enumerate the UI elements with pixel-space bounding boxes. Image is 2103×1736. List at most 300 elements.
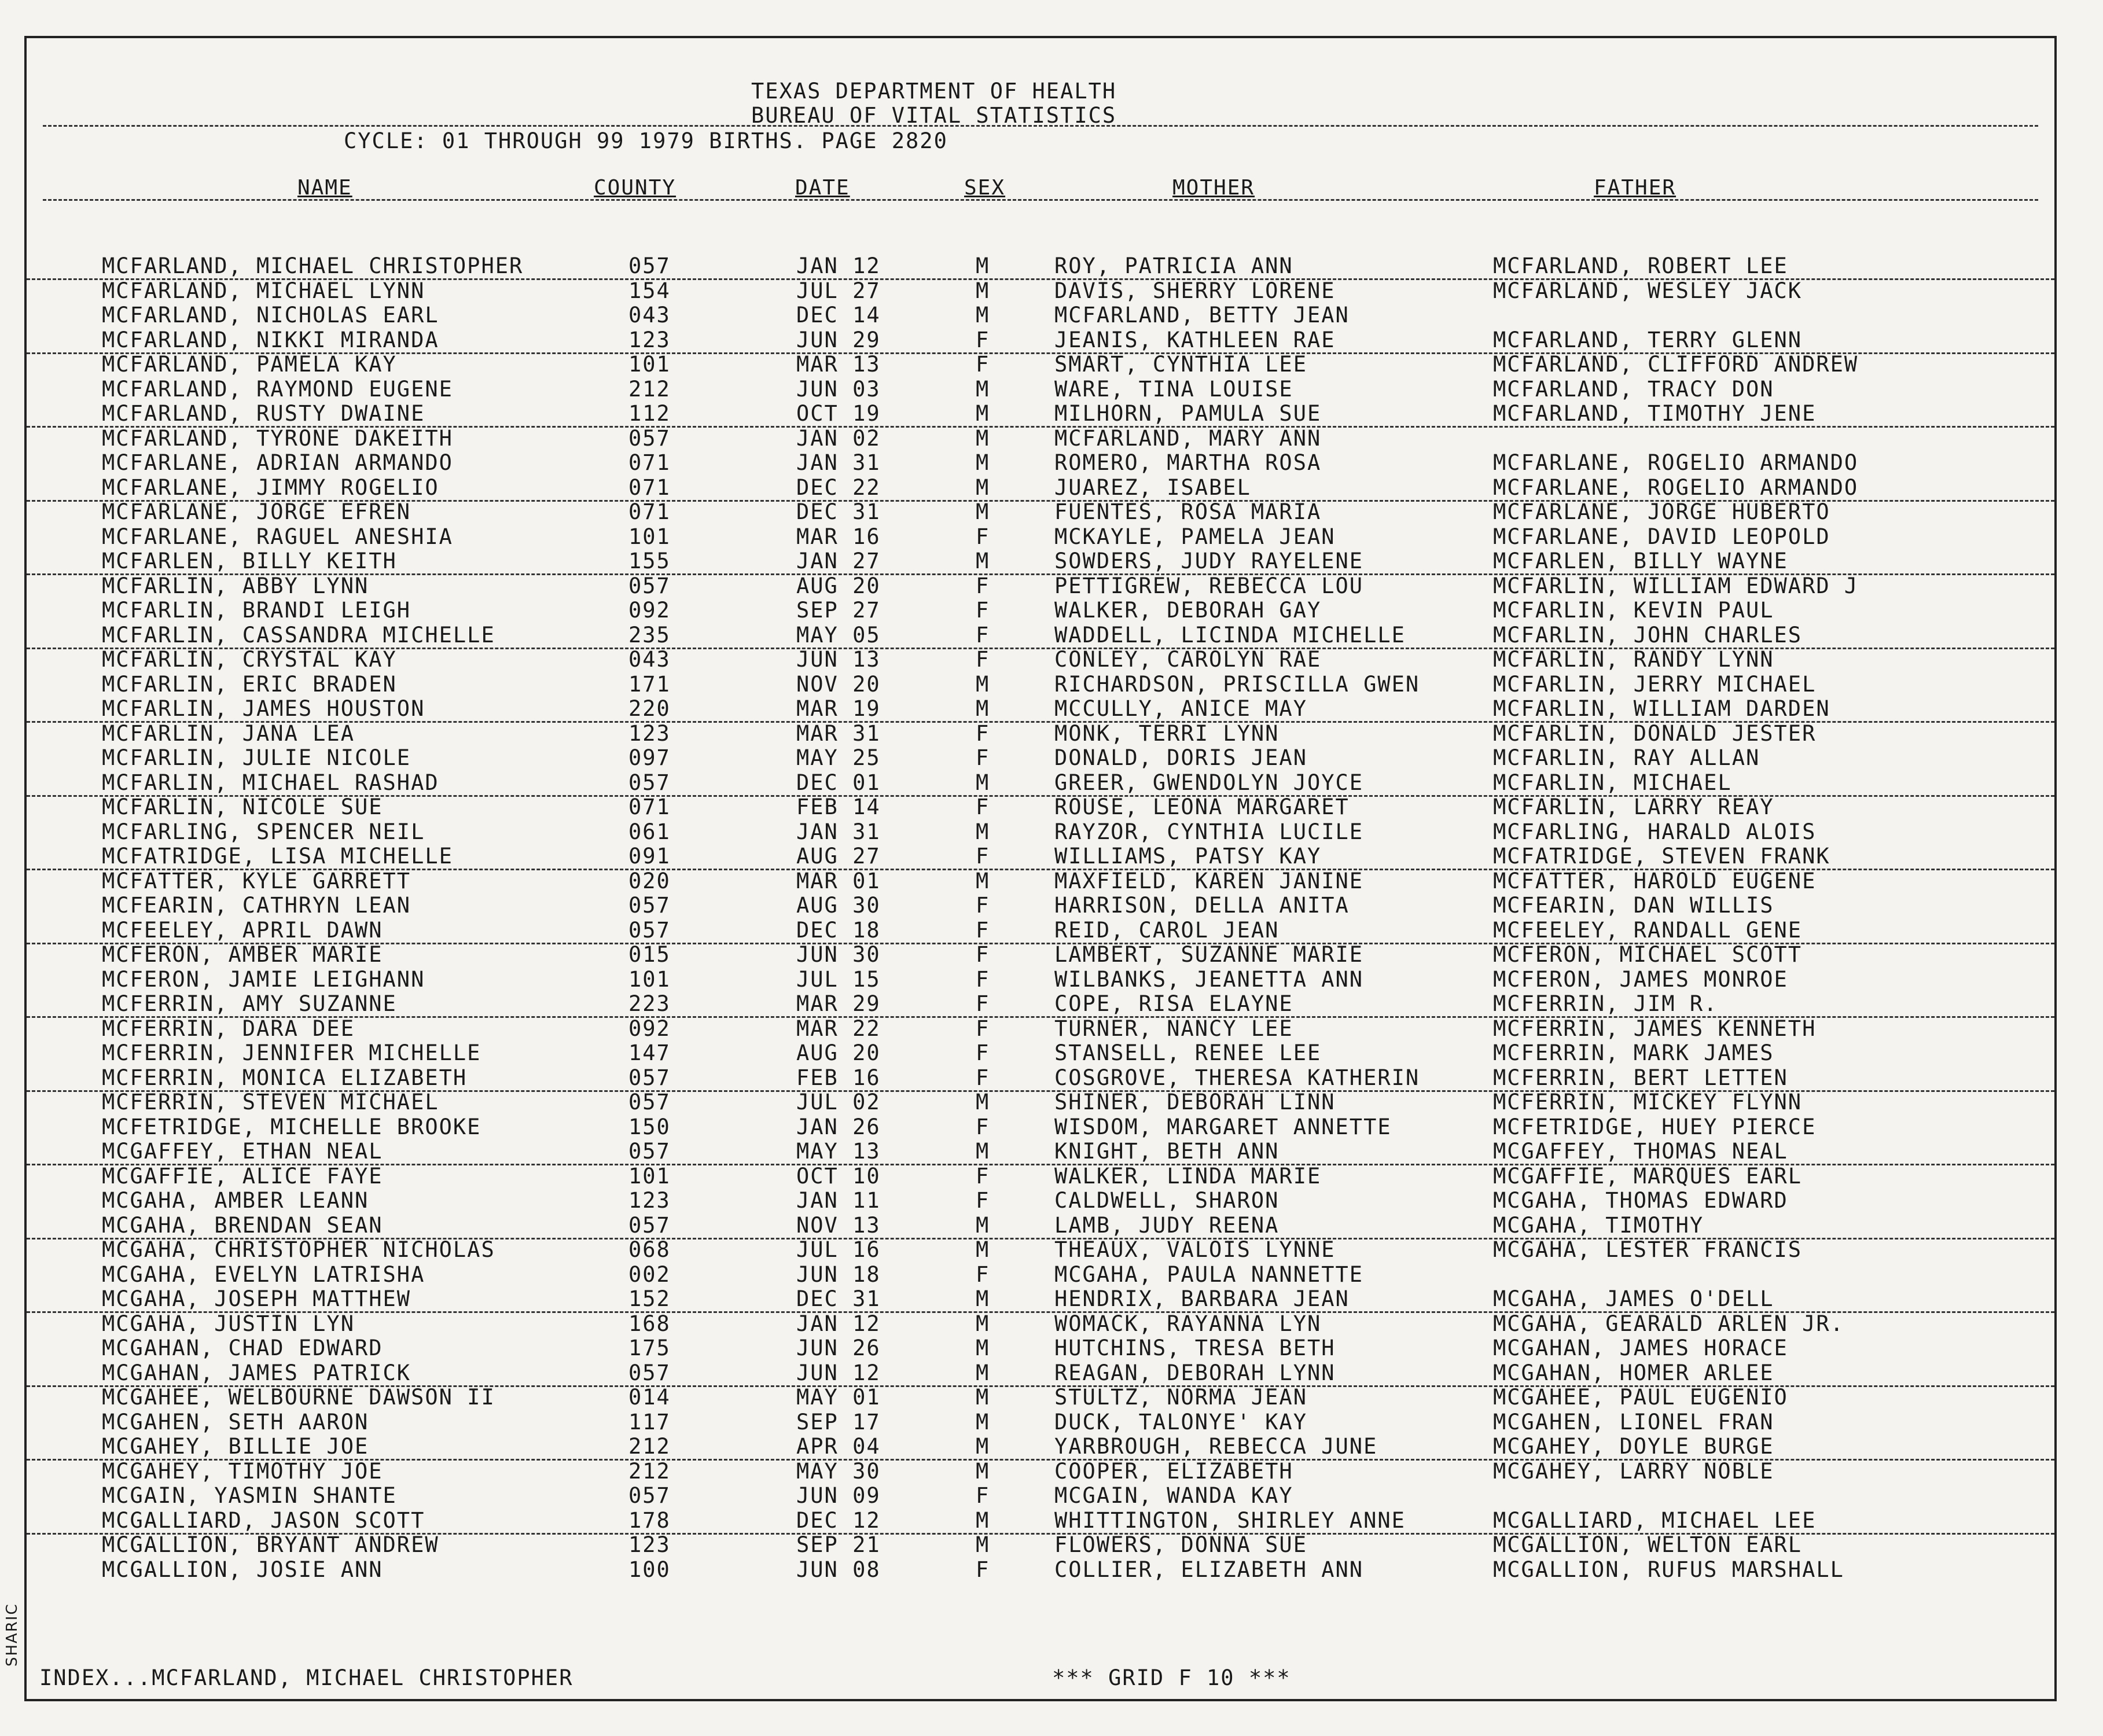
record-row xyxy=(27,697,2054,723)
record-mother: MAXFIELD, KAREN JANINE xyxy=(1054,868,1364,893)
record-county: 150 xyxy=(628,1114,671,1139)
record-mother: COPE, RISA ELAYNE xyxy=(1054,991,1293,1016)
record-sex: F xyxy=(976,622,990,648)
record-county: 235 xyxy=(628,622,671,648)
record-date: JUL 15 xyxy=(796,966,881,992)
record-row xyxy=(27,722,2054,746)
record-father: MCFERRIN, BERT LETTEN xyxy=(1493,1065,1788,1090)
record-sex: M xyxy=(976,819,990,844)
record-name: MCFARLIN, ERIC BRADEN xyxy=(102,671,397,697)
record-date: JUN 12 xyxy=(796,1360,881,1385)
record-father: MCFARLIN, RAY ALLAN xyxy=(1493,745,1760,770)
record-mother: MCCULLY, ANICE MAY xyxy=(1054,696,1307,721)
record-mother: ROY, PATRICIA ANN xyxy=(1054,253,1293,278)
record-date: JAN 31 xyxy=(796,450,881,475)
record-county: 057 xyxy=(628,573,671,598)
record-father: MCFARLEN, BILLY WAYNE xyxy=(1493,549,1788,573)
record-county: 071 xyxy=(628,450,671,475)
record-name: MCGALLION, BRYANT ANDREW xyxy=(102,1532,439,1557)
record-sex: M xyxy=(976,450,990,475)
record-sex: F xyxy=(976,524,990,549)
record-sex: M xyxy=(976,1212,990,1238)
record-row xyxy=(27,574,2054,598)
record-county: 015 xyxy=(628,942,671,967)
record-father: MCFEELEY, RANDALL GENE xyxy=(1493,917,1803,943)
record-row xyxy=(27,549,2054,575)
record-sex: F xyxy=(976,1065,990,1090)
record-father: MCGALLION, RUFUS MARSHALL xyxy=(1493,1557,1844,1582)
record-row xyxy=(27,1336,2054,1360)
record-sex: F xyxy=(976,1261,990,1287)
record-sex: M xyxy=(976,303,990,328)
record-mother: WALKER, DEBORAH GAY xyxy=(1054,598,1322,623)
record-county: 123 xyxy=(628,720,671,746)
record-row xyxy=(27,1041,2054,1065)
record-name: MCFEARIN, CATHRYN LEAN xyxy=(102,893,411,918)
record-county: 071 xyxy=(628,475,671,500)
column-header-county: COUNTY xyxy=(594,176,677,200)
record-sex: M xyxy=(976,425,990,451)
record-father: MCFATRIDGE, STEVEN FRANK xyxy=(1493,844,1830,869)
record-name: MCGAHA, JOSEPH MATTHEW xyxy=(102,1286,411,1311)
record-row xyxy=(27,476,2054,502)
record-date: JUN 26 xyxy=(796,1336,881,1360)
record-row xyxy=(27,1066,2054,1092)
record-mother: ROMERO, MARTHA ROSA xyxy=(1054,450,1322,475)
record-name: MCFARLIN, JANA LEA xyxy=(102,720,355,746)
record-sex: F xyxy=(976,598,990,623)
record-mother: THEAUX, VALOIS LYNNE xyxy=(1054,1237,1336,1262)
record-sex: M xyxy=(976,696,990,721)
record-date: JUN 30 xyxy=(796,942,881,967)
record-date: MAR 29 xyxy=(796,991,881,1016)
record-date: AUG 30 xyxy=(796,893,881,918)
record-name: MCGAHAN, JAMES PATRICK xyxy=(102,1360,411,1385)
record-row xyxy=(27,623,2054,649)
record-row xyxy=(27,795,2054,819)
record-mother: CALDWELL, SHARON xyxy=(1054,1188,1280,1213)
record-father: MCGAHAN, JAMES HORACE xyxy=(1493,1336,1788,1360)
record-father: MCGAHA, TIMOTHY xyxy=(1493,1212,1704,1238)
record-row xyxy=(27,943,2054,967)
record-sex: F xyxy=(976,647,990,672)
record-date: JUL 16 xyxy=(796,1237,881,1262)
record-father: MCFARLIN, JERRY MICHAEL xyxy=(1493,671,1817,697)
record-date: JUN 03 xyxy=(796,376,881,402)
record-county: 057 xyxy=(628,1212,671,1238)
record-father: MCGALLION, WELTON EARL xyxy=(1493,1532,1803,1557)
record-county: 212 xyxy=(628,376,671,402)
record-row xyxy=(27,352,2054,377)
record-sex: F xyxy=(976,1016,990,1041)
record-county: 178 xyxy=(628,1507,671,1533)
record-row xyxy=(27,1115,2054,1139)
record-date: JUL 02 xyxy=(796,1090,881,1115)
record-father: MCFARLAND, WESLEY JACK xyxy=(1493,278,1803,303)
microfiche-page xyxy=(24,36,2057,1701)
record-county: 057 xyxy=(628,1090,671,1115)
record-row xyxy=(27,1263,2054,1287)
record-father: MCFARLANE, ROGELIO ARMANDO xyxy=(1493,450,1859,475)
record-date: MAR 19 xyxy=(796,696,881,721)
record-name: MCGAFFIE, ALICE FAYE xyxy=(102,1163,383,1189)
record-mother: DONALD, DORIS JEAN xyxy=(1054,745,1307,770)
record-father: MCGAHEN, LIONEL FRAN xyxy=(1493,1409,1774,1435)
record-mother: KNIGHT, BETH ANN xyxy=(1054,1139,1280,1164)
record-county: 071 xyxy=(628,499,671,524)
record-mother: HENDRIX, BARBARA JEAN xyxy=(1054,1286,1350,1311)
record-father: MCFARLAND, TIMOTHY JENE xyxy=(1493,401,1817,426)
record-mother: FLOWERS, DONNA SUE xyxy=(1054,1532,1307,1557)
record-county: 223 xyxy=(628,991,671,1016)
record-father: MCFARLIN, RANDY LYNN xyxy=(1493,647,1774,672)
record-row xyxy=(27,869,2054,893)
record-county: 147 xyxy=(628,1040,671,1065)
record-date: DEC 12 xyxy=(796,1507,881,1533)
record-sex: F xyxy=(976,844,990,869)
record-county: 057 xyxy=(628,1065,671,1090)
record-row xyxy=(27,1484,2054,1508)
record-father: MCFERON, MICHAEL SCOTT xyxy=(1493,942,1803,967)
record-name: MCFERRIN, AMY SUZANNE xyxy=(102,991,397,1016)
record-mother: REID, CAROL JEAN xyxy=(1054,917,1280,943)
column-header-sex: SEX xyxy=(964,176,1006,200)
record-mother: YARBROUGH, REBECCA JUNE xyxy=(1054,1434,1378,1459)
record-name: MCFARLAND, MICHAEL LYNN xyxy=(102,278,425,303)
record-sex: F xyxy=(976,352,990,377)
record-date: JUL 27 xyxy=(796,278,881,303)
record-father: MCFERRIN, MICKEY FLYNN xyxy=(1493,1090,1803,1115)
record-father: MCGAHA, JAMES O'DELL xyxy=(1493,1286,1774,1311)
record-row xyxy=(27,279,2054,303)
record-name: MCGAHA, JUSTIN LYN xyxy=(102,1311,355,1336)
record-county: 061 xyxy=(628,819,671,844)
record-mother: STANSELL, RENEE LEE xyxy=(1054,1040,1322,1065)
record-mother: WILBANKS, JEANETTA ANN xyxy=(1054,966,1364,992)
record-sex: M xyxy=(976,549,990,573)
record-row xyxy=(27,1385,2054,1410)
record-county: 100 xyxy=(628,1557,671,1582)
record-mother: WALKER, LINDA MARIE xyxy=(1054,1163,1322,1189)
record-county: 220 xyxy=(628,696,671,721)
record-county: 002 xyxy=(628,1261,671,1287)
record-date: DEC 14 xyxy=(796,303,881,328)
record-father: MCGAHEY, DOYLE BURGE xyxy=(1493,1434,1774,1459)
record-row xyxy=(27,525,2054,549)
record-mother: RAYZOR, CYNTHIA LUCILE xyxy=(1054,819,1364,844)
record-mother: HUTCHINS, TRESA BETH xyxy=(1054,1336,1336,1360)
record-date: JAN 02 xyxy=(796,425,881,451)
record-father: MCGAHEE, PAUL EUGENIO xyxy=(1493,1385,1788,1410)
record-name: MCFARLANE, JIMMY ROGELIO xyxy=(102,475,439,500)
record-date: JUN 18 xyxy=(796,1261,881,1287)
column-header-father: FATHER xyxy=(1594,176,1676,200)
record-date: MAY 30 xyxy=(796,1458,881,1484)
record-row xyxy=(27,1017,2054,1041)
record-name: MCFARLIN, JAMES HOUSTON xyxy=(102,696,425,721)
record-name: MCFEELEY, APRIL DAWN xyxy=(102,917,383,943)
record-row xyxy=(27,1312,2054,1336)
record-sex: F xyxy=(976,1557,990,1582)
record-county: 101 xyxy=(628,524,671,549)
record-sex: M xyxy=(976,1286,990,1311)
record-name: MCFERRIN, JENNIFER MICHELLE xyxy=(102,1040,481,1065)
record-sex: M xyxy=(976,770,990,795)
record-county: 123 xyxy=(628,327,671,352)
record-mother: MCKAYLE, PAMELA JEAN xyxy=(1054,524,1336,549)
record-row xyxy=(27,1189,2054,1213)
record-date: AUG 27 xyxy=(796,844,881,869)
record-mother: HARRISON, DELLA ANITA xyxy=(1054,893,1350,918)
record-father: MCFERON, JAMES MONROE xyxy=(1493,966,1788,992)
record-date: JUN 09 xyxy=(796,1483,881,1508)
record-name: MCGAHEY, TIMOTHY JOE xyxy=(102,1458,383,1484)
record-date: NOV 20 xyxy=(796,671,881,697)
record-row xyxy=(27,1410,2054,1435)
record-row xyxy=(27,254,2054,280)
record-county: 154 xyxy=(628,278,671,303)
record-sex: M xyxy=(976,671,990,697)
record-father: MCFERRIN, JAMES KENNETH xyxy=(1493,1016,1817,1041)
record-name: MCFARLANE, RAGUEL ANESHIA xyxy=(102,524,453,549)
record-name: MCFATRIDGE, LISA MICHELLE xyxy=(102,844,453,869)
record-mother: DUCK, TALONYE' KAY xyxy=(1054,1409,1307,1435)
record-name: MCGAHA, EVELYN LATRISHA xyxy=(102,1261,425,1287)
record-row xyxy=(27,648,2054,672)
record-mother: ROUSE, LEONA MARGARET xyxy=(1054,795,1350,819)
record-sex: F xyxy=(976,917,990,943)
record-mother: WADDELL, LICINDA MICHELLE xyxy=(1054,622,1406,648)
record-father: MCFARLIN, LARRY REAY xyxy=(1493,795,1774,819)
record-mother: MCGAHA, PAULA NANNETTE xyxy=(1054,1261,1364,1287)
record-sex: M xyxy=(976,253,990,278)
record-date: JAN 11 xyxy=(796,1188,881,1213)
record-county: 057 xyxy=(628,770,671,795)
record-date: MAY 05 xyxy=(796,622,881,648)
record-row xyxy=(27,672,2054,697)
record-county: 101 xyxy=(628,966,671,992)
record-name: MCGAHEE, WELBOURNE DAWSON II xyxy=(102,1385,495,1410)
record-row xyxy=(27,1090,2054,1115)
record-county: 097 xyxy=(628,745,671,770)
bureau-title: BUREAU OF VITAL STATISTICS xyxy=(751,103,1117,128)
record-name: MCGAHA, AMBER LEANN xyxy=(102,1188,369,1213)
record-name: MCFARLIN, BRANDI LEIGH xyxy=(102,598,411,623)
record-sex: F xyxy=(976,1040,990,1065)
record-sex: M xyxy=(976,1385,990,1410)
side-tag: SHARIC xyxy=(3,1603,21,1667)
record-sex: M xyxy=(976,1458,990,1484)
record-father: MCFARLIN, WILLIAM DARDEN xyxy=(1493,696,1830,721)
record-county: 155 xyxy=(628,549,671,573)
record-date: AUG 20 xyxy=(796,573,881,598)
record-row xyxy=(27,1361,2054,1387)
record-county: 123 xyxy=(628,1532,671,1557)
record-father: MCFARLAND, TERRY GLENN xyxy=(1493,327,1803,352)
record-mother: WHITTINGTON, SHIRLEY ANNE xyxy=(1054,1507,1406,1533)
record-sex: F xyxy=(976,1163,990,1189)
record-mother: COSGROVE, THERESA KATHERIN xyxy=(1054,1065,1420,1090)
record-row xyxy=(27,328,2054,354)
record-father: MCFEARIN, DAN WILLIS xyxy=(1493,893,1774,918)
record-father: MCGAHEY, LARRY NOBLE xyxy=(1493,1458,1774,1484)
record-name: MCFARLIN, CASSANDRA MICHELLE xyxy=(102,622,495,648)
record-mother: JEANIS, KATHLEEN RAE xyxy=(1054,327,1336,352)
record-sex: M xyxy=(976,1360,990,1385)
record-date: MAR 13 xyxy=(796,352,881,377)
record-name: MCFERON, JAMIE LEIGHANN xyxy=(102,966,425,992)
record-row xyxy=(27,303,2054,328)
record-mother: MONK, TERRI LYNN xyxy=(1054,720,1280,746)
record-mother: WOMACK, RAYANNA LYN xyxy=(1054,1311,1322,1336)
column-header-name: NAME xyxy=(297,176,352,200)
record-name: MCFARLAND, NICHOLAS EARL xyxy=(102,303,439,328)
record-date: MAR 22 xyxy=(796,1016,881,1041)
record-mother: SHINER, DEBORAH LINN xyxy=(1054,1090,1336,1115)
record-date: MAY 25 xyxy=(796,745,881,770)
record-date: FEB 16 xyxy=(796,1065,881,1090)
record-name: MCFARLING, SPENCER NEIL xyxy=(102,819,425,844)
record-name: MCFARLEN, BILLY KEITH xyxy=(102,549,397,573)
record-sex: M xyxy=(976,1237,990,1262)
header-rule xyxy=(43,125,2038,127)
record-father: MCGAFFIE, MARQUES EARL xyxy=(1493,1163,1803,1189)
record-mother: WISDOM, MARGARET ANNETTE xyxy=(1054,1114,1392,1139)
record-mother: COLLIER, ELIZABETH ANN xyxy=(1054,1557,1364,1582)
record-mother: TURNER, NANCY LEE xyxy=(1054,1016,1293,1041)
record-sex: M xyxy=(976,1409,990,1435)
record-row xyxy=(27,1164,2054,1189)
record-name: MCFERON, AMBER MARIE xyxy=(102,942,383,967)
record-date: MAY 01 xyxy=(796,1385,881,1410)
column-header-date: DATE xyxy=(795,176,850,200)
record-sex: M xyxy=(976,278,990,303)
record-name: MCFARLANE, JORGE EFREN xyxy=(102,499,411,524)
record-date: DEC 18 xyxy=(796,917,881,943)
record-row xyxy=(27,746,2054,770)
record-name: MCGAHA, BRENDAN SEAN xyxy=(102,1212,383,1238)
record-sex: F xyxy=(976,1483,990,1508)
record-date: JAN 12 xyxy=(796,253,881,278)
record-name: MCFARLIN, ABBY LYNN xyxy=(102,573,369,598)
record-row xyxy=(27,968,2054,992)
record-row xyxy=(27,1213,2054,1240)
record-row xyxy=(27,598,2054,623)
record-county: 101 xyxy=(628,352,671,377)
record-row xyxy=(27,426,2054,451)
record-date: FEB 14 xyxy=(796,795,881,819)
record-mother: MCFARLAND, MARY ANN xyxy=(1054,425,1322,451)
record-name: MCFARLIN, JULIE NICOLE xyxy=(102,745,411,770)
record-county: 057 xyxy=(628,425,671,451)
record-row xyxy=(27,893,2054,918)
record-date: SEP 21 xyxy=(796,1532,881,1557)
record-date: MAR 16 xyxy=(796,524,881,549)
record-row xyxy=(27,771,2054,797)
record-sex: M xyxy=(976,1311,990,1336)
record-father: MCFARLAND, TRACY DON xyxy=(1493,376,1774,402)
record-date: NOV 13 xyxy=(796,1212,881,1238)
record-father: MCGAHA, THOMAS EDWARD xyxy=(1493,1188,1788,1213)
record-name: MCFARLIN, NICOLE SUE xyxy=(102,795,383,819)
record-date: AUG 20 xyxy=(796,1040,881,1065)
record-row xyxy=(27,402,2054,428)
record-date: JAN 31 xyxy=(796,819,881,844)
record-sex: F xyxy=(976,720,990,746)
record-date: MAY 13 xyxy=(796,1139,881,1164)
record-county: 117 xyxy=(628,1409,671,1435)
record-county: 057 xyxy=(628,917,671,943)
record-date: APR 04 xyxy=(796,1434,881,1459)
record-county: 071 xyxy=(628,795,671,819)
department-title: TEXAS DEPARTMENT OF HEALTH xyxy=(751,79,1117,104)
record-name: MCGALLION, JOSIE ANN xyxy=(102,1557,383,1582)
record-sex: F xyxy=(976,1188,990,1213)
record-name: MCGAHA, CHRISTOPHER NICHOLAS xyxy=(102,1237,495,1262)
record-mother: MCFARLAND, BETTY JEAN xyxy=(1054,303,1350,328)
record-county: 152 xyxy=(628,1286,671,1311)
record-mother: MILHORN, PAMULA SUE xyxy=(1054,401,1322,426)
record-row xyxy=(27,1533,2054,1557)
record-county: 043 xyxy=(628,303,671,328)
record-row xyxy=(27,1509,2054,1535)
record-father: MCFARLAND, CLIFFORD ANDREW xyxy=(1493,352,1859,377)
record-father: MCFERRIN, JIM R. xyxy=(1493,991,1718,1016)
record-sex: M xyxy=(976,475,990,500)
record-father: MCFARLANE, ROGELIO ARMANDO xyxy=(1493,475,1859,500)
record-name: MCFARLAND, RUSTY DWAINE xyxy=(102,401,425,426)
record-row xyxy=(27,451,2054,475)
record-county: 101 xyxy=(628,1163,671,1189)
record-name: MCFERRIN, STEVEN MICHAEL xyxy=(102,1090,439,1115)
record-sex: F xyxy=(976,966,990,992)
record-date: DEC 01 xyxy=(796,770,881,795)
record-name: MCFARLANE, ADRIAN ARMANDO xyxy=(102,450,453,475)
record-father: MCGAHA, LESTER FRANCIS xyxy=(1493,1237,1803,1262)
column-header-rule xyxy=(43,199,2038,201)
record-father: MCFARLAND, ROBERT LEE xyxy=(1493,253,1788,278)
record-county: 068 xyxy=(628,1237,671,1262)
record-mother: REAGAN, DEBORAH LYNN xyxy=(1054,1360,1336,1385)
record-date: DEC 31 xyxy=(796,1286,881,1311)
record-name: MCFETRIDGE, MICHELLE BROOKE xyxy=(102,1114,481,1139)
record-sex: F xyxy=(976,745,990,770)
record-county: 092 xyxy=(628,1016,671,1041)
record-date: MAR 31 xyxy=(796,720,881,746)
record-mother: SMART, CYNTHIA LEE xyxy=(1054,352,1307,377)
record-county: 212 xyxy=(628,1434,671,1459)
record-row xyxy=(27,1139,2054,1165)
record-row xyxy=(27,1558,2054,1582)
record-mother: WILLIAMS, PATSY KAY xyxy=(1054,844,1322,869)
record-father: MCFARLANE, DAVID LEOPOLD xyxy=(1493,524,1830,549)
record-mother: COOPER, ELIZABETH xyxy=(1054,1458,1293,1484)
record-row xyxy=(27,1459,2054,1484)
record-name: MCGAHEN, SETH AARON xyxy=(102,1409,369,1435)
record-county: 057 xyxy=(628,1360,671,1385)
record-sex: M xyxy=(976,1532,990,1557)
record-sex: F xyxy=(976,893,990,918)
record-county: 020 xyxy=(628,868,671,893)
record-name: MCFARLAND, MICHAEL CHRISTOPHER xyxy=(102,253,524,278)
record-father: MCGAFFEY, THOMAS NEAL xyxy=(1493,1139,1788,1164)
record-father: MCFETRIDGE, HUEY PIERCE xyxy=(1493,1114,1817,1139)
record-sex: M xyxy=(976,1507,990,1533)
record-name: MCFERRIN, MONICA ELIZABETH xyxy=(102,1065,468,1090)
record-county: 112 xyxy=(628,401,671,426)
record-date: JUN 08 xyxy=(796,1557,881,1582)
record-row xyxy=(27,992,2054,1018)
